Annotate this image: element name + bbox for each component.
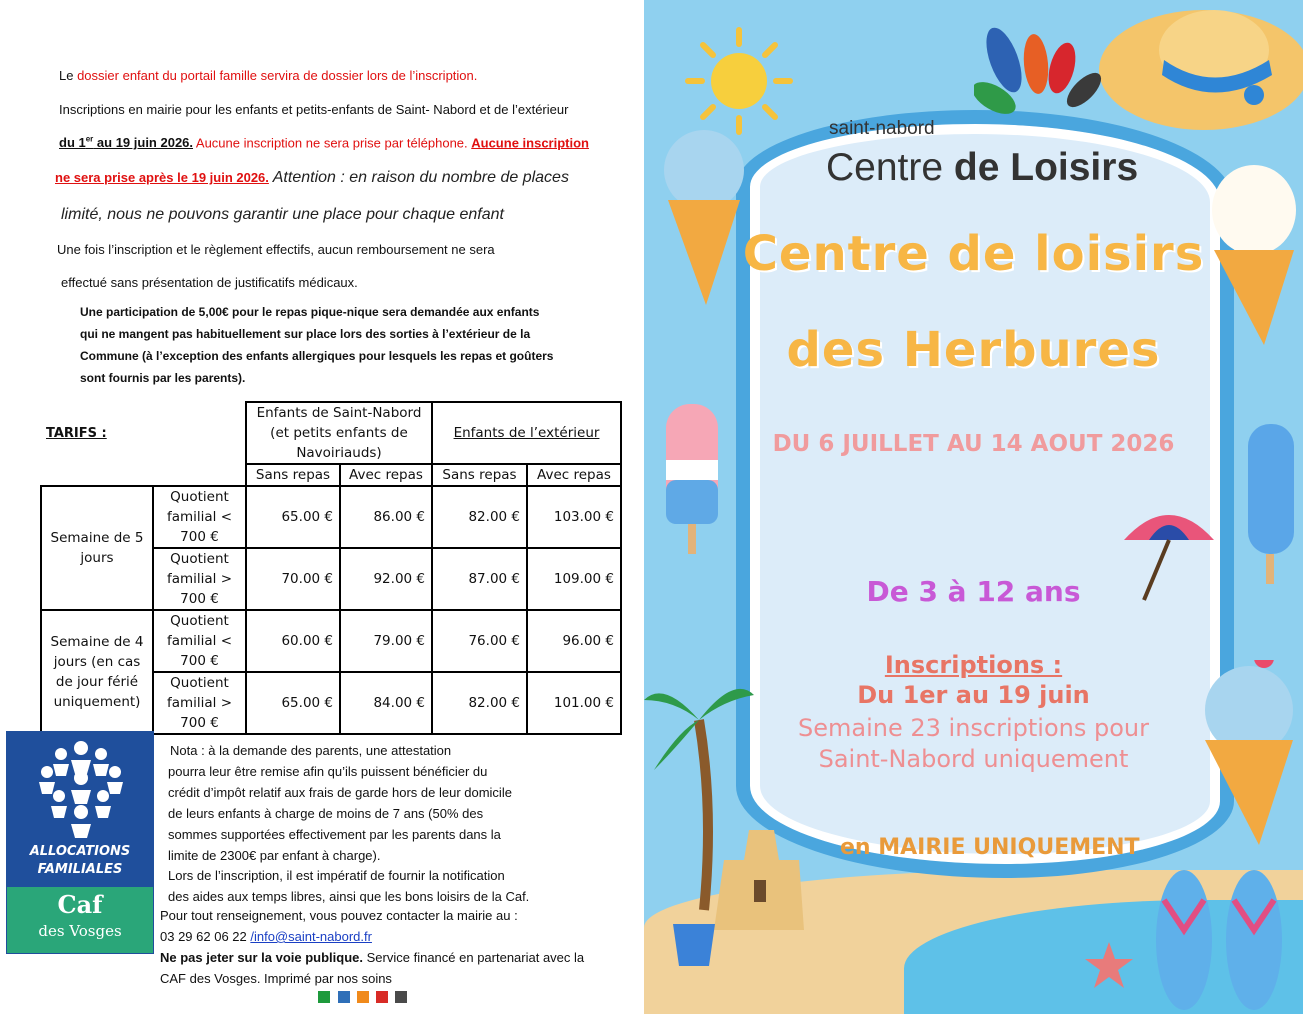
price-cell: 109.00 € <box>527 548 621 610</box>
poster-title-1: Centre de loisirs <box>742 226 1205 282</box>
tarifs-table <box>40 401 622 735</box>
family-figures-icon <box>35 738 127 842</box>
quotient-label: Quotient familial < 700 € <box>153 486 246 548</box>
price-cell: 86.00 € <box>340 486 432 548</box>
logo-petals-icon <box>974 20 1114 130</box>
quotient-label: Quotient familial < 700 € <box>153 610 246 672</box>
nota-line: sommes supportées effectivement par les parents dans la <box>168 827 501 842</box>
poster-insc-note-1: Semaine 23 inscriptions pour <box>798 714 1149 742</box>
week5-label: Semaine de 5 jours <box>41 486 153 610</box>
meal-line-4: sont fournis par les parents). <box>80 371 246 385</box>
price-cell: 101.00 € <box>527 672 621 734</box>
caf-line-4: des Vosges <box>38 922 122 940</box>
quotient-label: Quotient familial > 700 € <box>153 672 246 734</box>
color-square <box>395 991 407 1003</box>
brand-big: Centre de Loisirs <box>826 146 1139 189</box>
caf-line-2: FAMILIALES <box>37 862 123 877</box>
price-cell: 103.00 € <box>527 486 621 548</box>
price-cell: 87.00 € <box>432 548 527 610</box>
nota-line: crédit d’impôt relatif aux frais de garde hors de leur domicile <box>168 785 512 800</box>
intro-line-2: Inscriptions en mairie pour les enfants et petits-enfants de Saint- Nabord et de l’extérieur <box>59 102 569 117</box>
popsicle-icon <box>662 400 722 560</box>
poster-insc-note-2: Saint-Nabord uniquement <box>818 745 1129 773</box>
intro-line-1 <box>59 68 477 83</box>
intro-line-7: effectué sans présentation de justificatifs médicaux. <box>61 275 358 290</box>
color-square <box>357 991 369 1003</box>
phone-number: 03 29 62 06 22 <box>160 929 251 944</box>
price-cell: 65.00 € <box>246 486 340 548</box>
registration-dates: du 1er au 19 juin 2026. <box>59 135 194 151</box>
poster-ages: De 3 à 12 ans <box>866 575 1081 608</box>
hat-icon <box>1094 0 1303 150</box>
color-square <box>338 991 350 1003</box>
flip-flops-icon <box>1144 860 1294 1014</box>
price-cell: 65.00 € <box>246 672 340 734</box>
intro-line-1-red: dossier enfant du portail famille servira de dossier lors de l’inscription. <box>77 68 478 83</box>
intro-line-3 <box>59 135 589 150</box>
poster-mairie: en MAIRIE UNIQUEMENT <box>840 835 1140 860</box>
meal-line-2: qui ne mangent pas habituellement sur place lors des sorties à l’extérieur de la <box>80 327 531 341</box>
table-row <box>41 610 621 672</box>
poster-insc-title: Inscriptions : <box>884 651 1063 679</box>
contact-line <box>160 929 372 944</box>
nota-line: Pour tout renseignement, vous pouvez contacter la mairie au : <box>160 908 518 923</box>
starfish-icon <box>1084 940 1134 990</box>
price-cell: 82.00 € <box>432 486 527 548</box>
intro-line-6: Une fois l’inscription et le règlement effectifs, aucun remboursement ne sera <box>57 242 495 257</box>
caf-line-1: ALLOCATIONS <box>29 844 131 859</box>
price-cell: 84.00 € <box>340 672 432 734</box>
quotient-label: Quotient familial > 700 € <box>153 548 246 610</box>
intro-line-4 <box>55 169 569 187</box>
col-header: Sans repas <box>432 464 527 486</box>
bucket-icon <box>669 910 719 970</box>
poster-dates: DU 6 JUILLET AU 14 AOUT 2026 <box>772 431 1175 457</box>
caf-line-3: Caf <box>57 890 103 919</box>
last-line: CAF des Vosges. Imprimé par nos soins <box>160 971 392 986</box>
meal-line-1: Une participation de 5,00€ pour le repas pique-nique sera demandée aux enfants <box>80 305 540 319</box>
price-cell: 60.00 € <box>246 610 340 672</box>
deadline-notice-b: ne sera prise après le 19 juin 2026. <box>55 170 269 185</box>
poster-title-2: des Herbures <box>786 322 1161 378</box>
attention-text-b: limité, nous ne pouvons garantir une place pour chaque enfant <box>61 206 504 223</box>
col-header: Sans repas <box>246 464 340 486</box>
col-header: Avec repas <box>527 464 621 486</box>
meal-line-3: Commune (à l’exception des enfants allergiques pour lesquels les repas et goûters <box>80 349 554 363</box>
public-line: Ne pas jeter sur la voie publique. Service financé en partenariat avec la <box>160 950 585 965</box>
nota-line: Nota : à la demande des parents, une attestation <box>170 743 452 758</box>
left-page <box>0 0 644 1014</box>
col-header: Avec repas <box>340 464 432 486</box>
color-square <box>376 991 388 1003</box>
week4-label: Semaine de 4 jours (en cas de jour férié uniquement) <box>41 610 153 734</box>
header-exterieur: Enfants de l’extérieur <box>432 402 621 464</box>
nota-line: limite de 2300€ par enfant à charge). <box>168 848 381 863</box>
caf-logo <box>6 731 154 954</box>
price-cell: 82.00 € <box>432 672 527 734</box>
price-cell: 76.00 € <box>432 610 527 672</box>
nota-line: Lors de l’inscription, il est impératif de fournir la notification <box>168 868 505 883</box>
price-cell: 79.00 € <box>340 610 432 672</box>
color-square <box>318 991 330 1003</box>
header-saint-nabord: Enfants de Saint-Nabord (et petits enfants de Navoiriauds) <box>246 402 432 464</box>
price-cell: 96.00 € <box>527 610 621 672</box>
poster-insc-dates: Du 1er au 19 juin <box>857 681 1090 709</box>
attention-text-a: Attention : en raison du nombre de places <box>268 169 569 186</box>
price-cell: 92.00 € <box>340 548 432 610</box>
no-phone-notice: Aucune inscription ne sera prise par téléphone. <box>193 135 472 151</box>
tarifs-label: TARIFS : <box>46 426 107 441</box>
email-link[interactable]: /info@saint-nabord.fr <box>250 929 372 944</box>
brand-small: saint-nabord <box>829 118 935 139</box>
deadline-notice-a: Aucune inscription <box>471 135 589 151</box>
intro-line-1-prefix: Le <box>59 68 78 83</box>
poster <box>644 0 1303 1014</box>
table-row <box>41 486 621 548</box>
price-cell: 70.00 € <box>246 548 340 610</box>
nota-line: des aides aux temps libres, ainsi que les bons loisirs de la Caf. <box>168 889 530 904</box>
nota-line: pourra leur être remise afin qu’ils puissent bénéficier du <box>168 764 488 779</box>
nota-line: de leurs enfants à charge de moins de 7 ans (50% des <box>168 806 484 821</box>
sandcastle-icon <box>704 820 814 930</box>
